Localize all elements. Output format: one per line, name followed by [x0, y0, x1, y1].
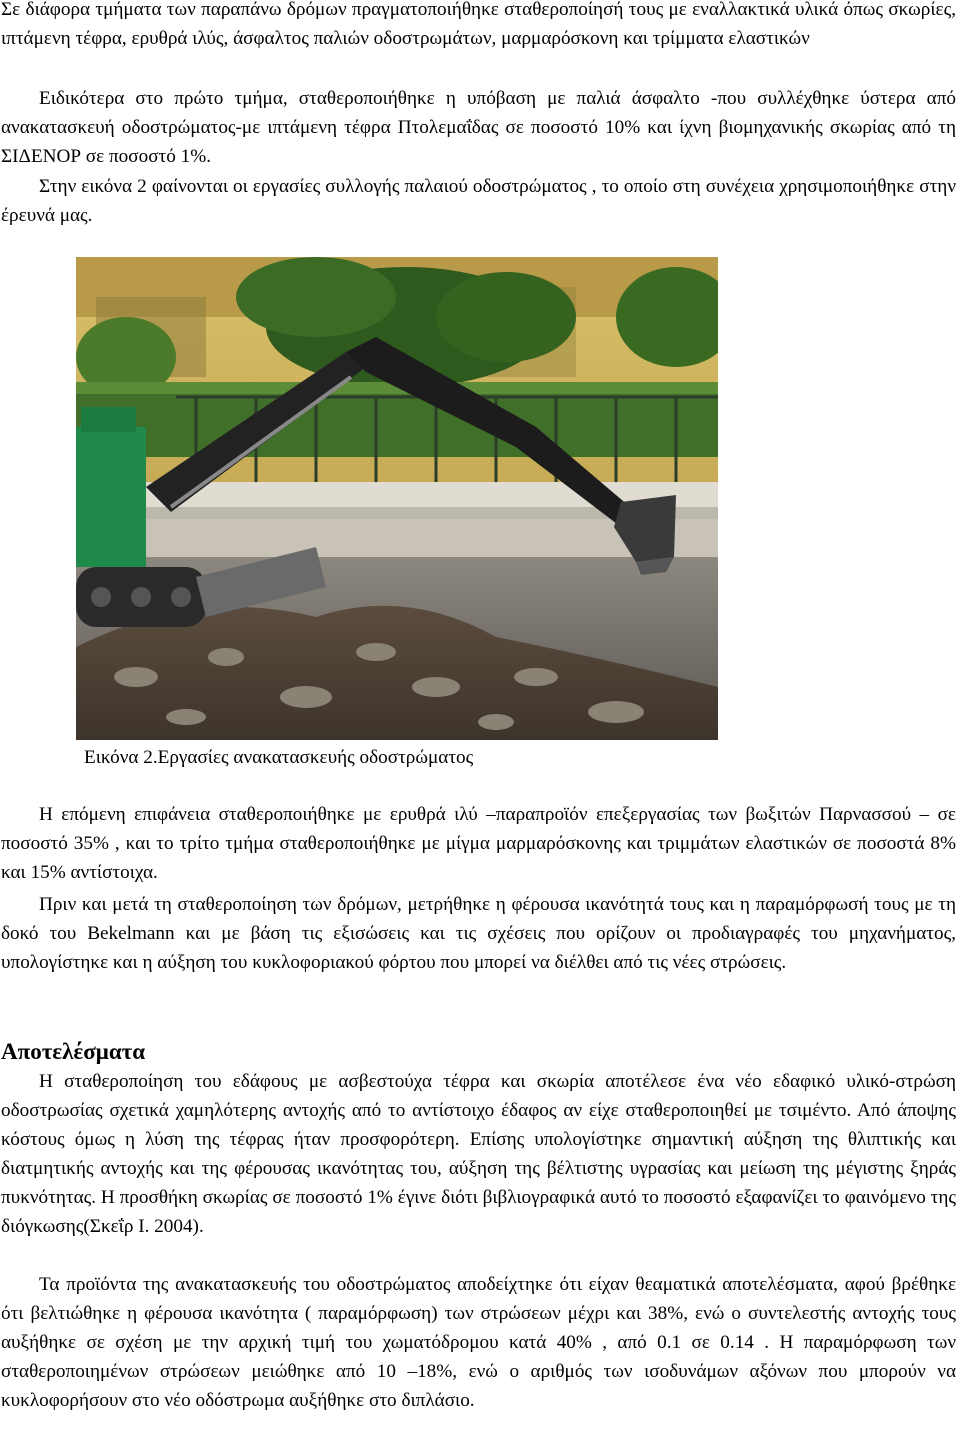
- intro-paragraph-2: Ειδικότερα στο πρώτο τμήμα, σταθεροποιήθηκε η υπόβαση με παλιά άσφαλτο -που συλλέχθηκε ύστερα από ανακατασκευή οδοστρώματος-με ιπτάμενη τέφρα Πτολεμαΐδας σε ποσοστό 10% και ίχνη βιομηχανικής σκωρίας από τη ΣΙΔΕΝΟΡ σε ποσοστό 1%.: [1, 88, 956, 167]
- intro-paragraph-3: Στην εικόνα 2 φαίνονται οι εργασίες συλλογής παλαιού οδοστρώματος , το οποίο στη συνέχεια χρησιμοποιήθηκε στην έρευνά μας.: [1, 176, 956, 226]
- body-paragraph-1: Η επόμενη επιφάνεια σταθεροποιήθηκε με ερυθρά ιλύ –παραπροϊόν επεξεργασίας των βωξιτών Παρνασσού – σε ποσοστό 35% , και το τρίτο τμήμα σταθεροποιήθηκε με μίγμα μαρμαρόσκονης και τριμμάτων ελαστικών σε ποσοστά 8% και 15% αντίστοιχα.: [1, 804, 956, 883]
- results-paragraph-1: Η σταθεροποίηση του εδάφους με ασβεστούχα τέφρα και σκωρία αποτέλεσε ένα νέο εδαφικό υλικό-στρώση οδοστρωσίας σχετικά χαμηλότερης αντοχής από το αντίστοιχο έδαφος αν είχε σταθεροποιηθεί με τσιμέντο. Από άποψης κόστους όμως η λύση της τέφρας ήταν προσφορότερη. Επίσης υπολογίστηκε σημαντική αύξηση της θλιπτικής και διατμητικής αντοχής και της φέρουσας ικανότητας του, αύξηση της βέλτιστης υγρασίας και μείωση της μέγιστης ξηράς πυκνότητας. Η προσθήκη σκωρίας σε ποσοστό 1% έγινε διότι βιβλιογραφικά αυτό το ποσοστό εξαφανίζει το φαινόμενο της διόγκωσης(Σκεΐρ Ι. 2004).: [1, 1071, 956, 1237]
- results-paragraph-2: Τα προϊόντα της ανακατασκευής του οδοστρώματος αποδείχτηκε ότι είχαν θεαματικά αποτελέσματα, αφού βρέθηκε ότι βελτιώθηκε η φέρουσα ικανότητα ( παραμόρφωση) των στρώσεων μέχρι και 38%, ενώ ο συντελεστής αντοχής τους αυξήθηκε σε σχέση με την αρχική τιμή του χωματόδρομου κατά 40% , από 0.1 σε 0.14 . Η παραμόρφωση των σταθεροποιημένων στρώσεων μειώθηκε από 10 –18%, ενώ ο αριθμός των ισοδυνάμων αξόνων που μπορούν να κυκλοφορήσουν στο νέο οδόστρωμα αυξήθηκε στο διπλάσιο.: [1, 1274, 956, 1411]
- section-heading-results: Αποτελέσματα: [1, 1039, 146, 1064]
- road-reconstruction-photo: [76, 257, 718, 740]
- intro-paragraph-1: Σε διάφορα τμήματα των παραπάνω δρόμων πραγματοποιήθηκε σταθεροποίησή τους με εναλλακτικά υλικά όπως σκωρίες, ιπτάμενη τέφρα, ερυθρά ιλύς, άσφαλτος παλιών οδοστρωμάτων, μαρμαρόσκονη και τρίμματα ελαστικών: [1, 0, 956, 49]
- body-paragraph-2: Πριν και μετά τη σταθεροποίηση των δρόμων, μετρήθηκε η φέρουσα ικανότητά τους και η παραμόρφωσή τους με τη δοκό του Bekelmann και με βάση τις εξισώσεις και τις σχέσεις που ορίζουν οι προδιαγραφές του μηχανήματος, υπολογίστηκε και η αύξηση του κυκλοφοριακού φόρτου που μπορεί να διέλθει από τις νέες στρώσεις.: [1, 894, 956, 973]
- figure-caption: Εικόνα 2.Εργασίες ανακατασκευής οδοστρώματος: [84, 747, 474, 768]
